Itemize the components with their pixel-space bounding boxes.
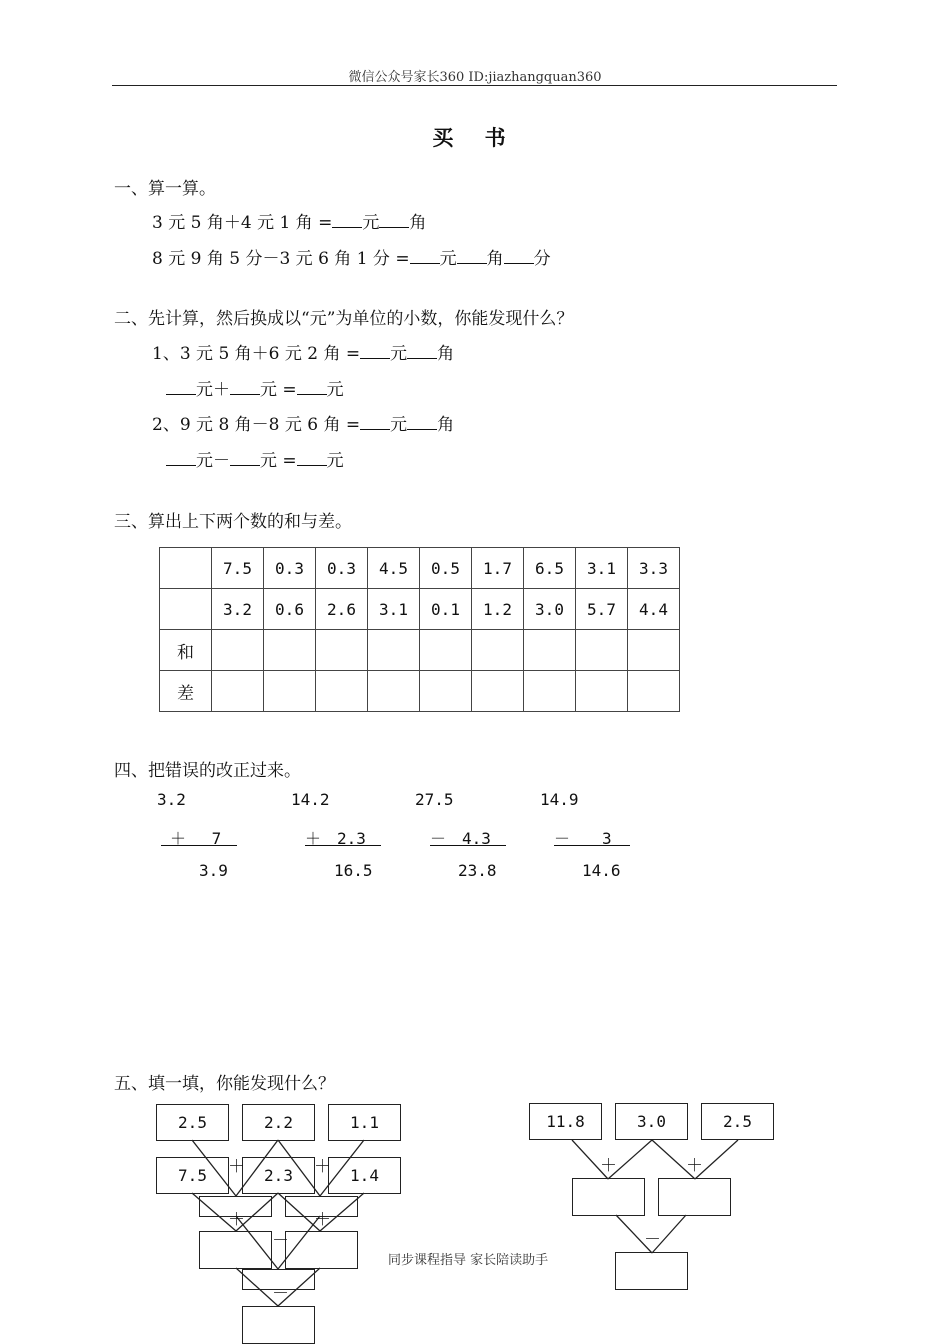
table-cell: 2.6 — [316, 589, 368, 630]
expr: 1、3 元 5 角＋6 元 2 角 = — [152, 344, 361, 364]
problem-3-operand: － 4.3 — [430, 829, 491, 848]
problem-1-operand: ＋ 7 — [170, 829, 222, 848]
unit: 元＋ — [196, 380, 230, 400]
problem-4-operand: － 3 — [554, 829, 612, 848]
unit: 角 — [486, 249, 504, 269]
table-cell: 0.3 — [264, 548, 316, 589]
expr: 8 元 9 角 5 分－3 元 6 角 1 分 = — [152, 249, 410, 269]
section2-heading: 二、先计算，然后换成以“元”为单位的小数，你能发现什么？ — [114, 309, 574, 329]
unit: 分 — [533, 249, 551, 269]
table-cell: 4.4 — [628, 589, 680, 630]
plus-sign: ＋ — [228, 1210, 245, 1230]
plus-sign: ＋ — [600, 1156, 617, 1176]
table-cell: 1.2 — [472, 589, 524, 630]
number-box: 1.1 — [328, 1104, 401, 1141]
answer-box — [658, 1178, 731, 1216]
table-cell: 7.5 — [212, 548, 264, 589]
unit: 元 = — [260, 380, 297, 400]
unit: 角 — [437, 415, 455, 435]
table-cell: 3.1 — [576, 548, 628, 589]
table-cell: 0.3 — [316, 548, 368, 589]
answer-box — [615, 1252, 688, 1290]
minus-sign: － — [272, 1284, 289, 1304]
section1-heading: 一、算一算。 — [114, 179, 216, 199]
table-cell: 1.7 — [472, 548, 524, 589]
number-box: 3.0 — [615, 1103, 688, 1140]
number-box: 7.5 — [156, 1157, 229, 1194]
unit: 元 — [390, 344, 408, 364]
answer-box — [242, 1306, 315, 1344]
problem-2-operand: ＋ 2.3 — [305, 829, 366, 848]
page-header: 微信公众号家长360 ID:jiazhangquan360 — [348, 70, 602, 85]
section3-heading: 三、算出上下两个数的和与差。 — [114, 512, 352, 532]
unit: 元 — [362, 213, 380, 233]
unit: 元 — [326, 451, 344, 471]
diff-label: 差 — [160, 671, 212, 712]
answer-box — [199, 1231, 272, 1269]
table-cell: 0.5 — [420, 548, 472, 589]
table-cell: 3.2 — [212, 589, 264, 630]
table-cell: 5.7 — [576, 589, 628, 630]
problem-1-result: 3.9 — [199, 861, 228, 880]
sum-label: 和 — [160, 630, 212, 671]
problem-2-top: 14.2 — [291, 790, 330, 809]
plus-sign: ＋ — [228, 1157, 245, 1177]
table-cell: 0.1 — [420, 589, 472, 630]
minus-sign: － — [644, 1230, 661, 1250]
plus-sign: ＋ — [686, 1156, 703, 1176]
unit: 角 — [409, 213, 427, 233]
table-cell: 3.0 — [524, 589, 576, 630]
answer-box — [572, 1178, 645, 1216]
plus-sign: ＋ — [314, 1157, 331, 1177]
problem-4-result: 14.6 — [582, 861, 621, 880]
table-cell: 0.6 — [264, 589, 316, 630]
table-cell: 4.5 — [368, 548, 420, 589]
section4-heading: 四、把错误的改正过来。 — [114, 761, 301, 781]
number-box: 11.8 — [529, 1103, 602, 1140]
plus-sign: ＋ — [314, 1210, 331, 1230]
page-title: 买 书 — [432, 125, 518, 150]
page-footer: 同步课程指导 家长陪读助手 — [388, 1253, 549, 1268]
number-box: 1.4 — [328, 1157, 401, 1194]
problem-4-top: 14.9 — [540, 790, 579, 809]
unit: 角 — [437, 344, 455, 364]
number-box: 2.5 — [701, 1103, 774, 1140]
problem-2-result: 16.5 — [334, 861, 373, 880]
number-box: 2.2 — [242, 1104, 315, 1141]
table-cell: 6.5 — [524, 548, 576, 589]
section5-heading: 五、填一填，你能发现什么？ — [114, 1074, 335, 1094]
unit: 元－ — [196, 451, 230, 471]
unit: 元 — [390, 415, 408, 435]
table-cell: 3.3 — [628, 548, 680, 589]
problem-3-result: 23.8 — [458, 861, 497, 880]
unit: 元 — [326, 380, 344, 400]
table-cell: 3.1 — [368, 589, 420, 630]
answer-box — [285, 1231, 358, 1269]
expr: 2、9 元 8 角－8 元 6 角 = — [152, 415, 361, 435]
number-box: 2.3 — [242, 1157, 315, 1194]
unit: 元 = — [260, 451, 297, 471]
minus-sign: － — [272, 1231, 289, 1251]
problem-3-top: 27.5 — [415, 790, 454, 809]
unit: 元 — [439, 249, 457, 269]
expr: 3 元 5 角＋4 元 1 角 = — [152, 213, 333, 233]
number-box: 2.5 — [156, 1104, 229, 1141]
problem-1-top: 3.2 — [157, 790, 186, 809]
